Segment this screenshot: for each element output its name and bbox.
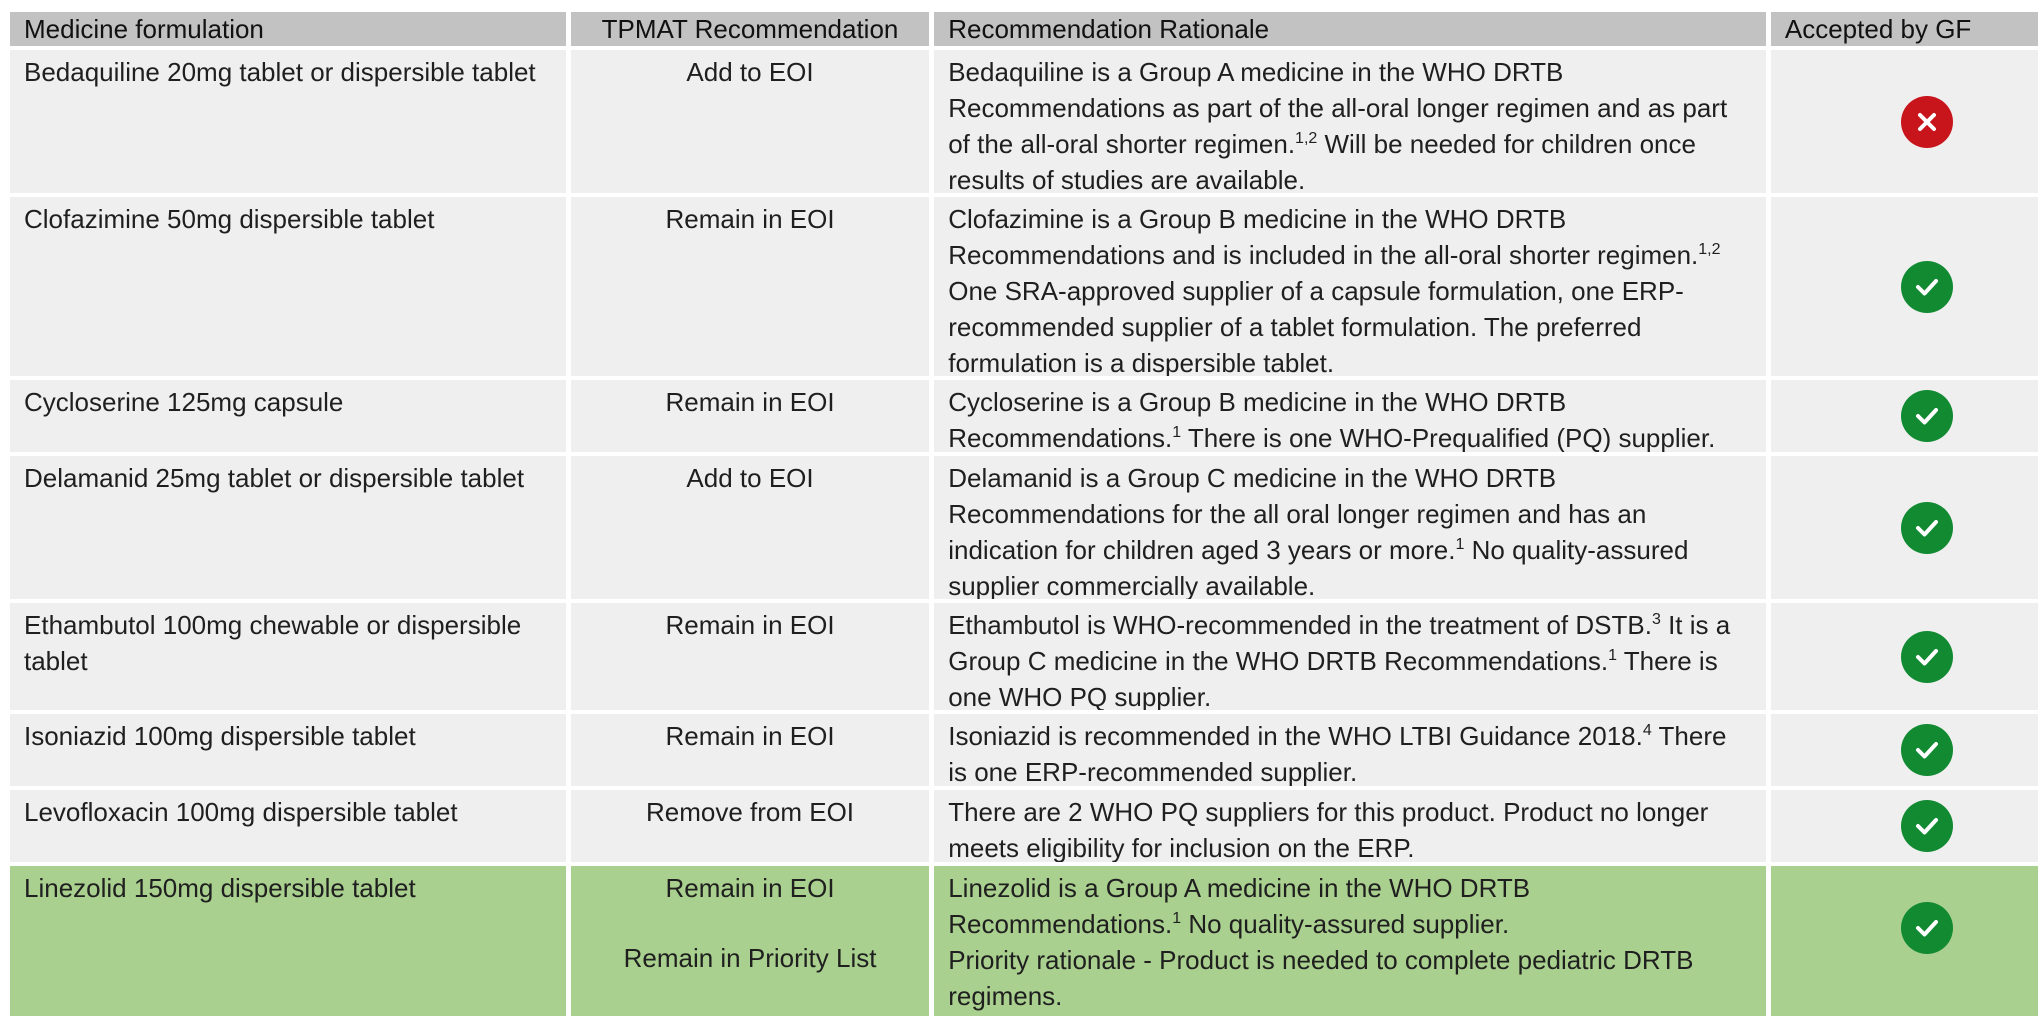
rationale-cell	[934, 197, 1766, 376]
table-row-highlighted	[10, 866, 2038, 1016]
rationale-cell	[934, 866, 1766, 1016]
recommendation-cell: Remove from EOI	[571, 790, 929, 862]
rationale-text: Cycloserine is a Group B medicine in the WHO DRTB Recommendations.	[948, 387, 1567, 452]
medicine-cell: Levofloxacin 100mg dispersible tablet	[10, 790, 566, 862]
header-medicine-formulation: Medicine formulation	[10, 12, 566, 46]
header-accepted-by-gf: Accepted by GF	[1771, 12, 2038, 46]
accepted-cell	[1771, 197, 2038, 376]
rationale-cell	[934, 50, 1766, 193]
recommendation-cell: Remain in EOI	[571, 380, 929, 452]
table-row	[10, 50, 2038, 193]
check-circle-icon	[1901, 631, 1953, 683]
rationale-text: Delamanid is a Group C medicine in the WHO DRTB Recommendations for the all oral longer regimen and has an indication for children aged 3 years or more.	[948, 463, 1647, 565]
table-row	[10, 197, 2038, 376]
footnote-ref: 3	[1651, 611, 1661, 628]
footnote-ref: 1	[1455, 536, 1465, 553]
recommendation-cell: Remain in EOI	[571, 714, 929, 786]
rationale-cell	[934, 714, 1766, 786]
medicine-table	[10, 12, 2038, 1020]
rationale-text: Will be needed for children once results of studies are available.	[948, 129, 1696, 193]
footnote-ref: 1,2	[1295, 130, 1318, 147]
rationale-cell	[934, 380, 1766, 452]
priority-rationale-text: Priority rationale - Product is needed to complete pediatric DRTB regimens.	[948, 945, 1694, 1011]
rationale-text: There is one WHO-Prequalified (PQ) supplier.	[1181, 423, 1716, 452]
accepted-cell	[1771, 866, 2038, 1016]
medicine-cell: Linezolid 150mg dispersible tablet	[10, 866, 566, 1016]
rationale-text: Bedaquiline is a Group A medicine in the WHO DRTB Recommendations as part of the all-oral longer regimen and as part of the all-oral shorter regimen.	[948, 57, 1728, 159]
table-row	[10, 603, 2038, 710]
table-row	[10, 790, 2038, 862]
x-circle-icon	[1901, 96, 1953, 148]
table-header	[10, 12, 2038, 46]
medicine-cell: Ethambutol 100mg chewable or dispersible tablet	[10, 603, 566, 710]
check-circle-icon	[1901, 902, 1953, 954]
check-circle-icon	[1901, 800, 1953, 852]
rationale-text: It is a Group C medicine in the WHO DRTB Recommendations.	[948, 610, 1731, 676]
accepted-cell	[1771, 790, 2038, 862]
accepted-cell	[1771, 714, 2038, 786]
recommendation-text: Remain in EOI	[665, 873, 835, 903]
check-circle-icon	[1901, 390, 1953, 442]
medicine-cell: Cycloserine 125mg capsule	[10, 380, 566, 452]
recommendation-cell: Add to EOI	[571, 50, 929, 193]
rationale-text: Linezolid is a Group A medicine in the WHO DRTB Recommendations.	[948, 873, 1531, 939]
rationale-text: Ethambutol is WHO-recommended in the treatment of DSTB.	[948, 610, 1652, 640]
rationale-text: Isoniazid is recommended in the WHO LTBI Guidance 2018.	[948, 721, 1643, 751]
accepted-cell	[1771, 456, 2038, 599]
table-row	[10, 380, 2038, 452]
recommendation-cell: Remain in EOI	[571, 197, 929, 376]
header-tpmat-recommendation: TPMAT Recommendation	[571, 12, 929, 46]
rationale-text: There are 2 WHO PQ suppliers for this product. Product no longer meets eligibility for inclusion on the ERP.	[948, 797, 1709, 862]
footnote-ref: 1	[1172, 424, 1182, 441]
accepted-cell	[1771, 50, 2038, 193]
check-circle-icon	[1901, 261, 1953, 313]
rationale-cell	[934, 790, 1766, 862]
table-row	[10, 714, 2038, 786]
footnote-ref: 1	[1608, 647, 1618, 664]
rationale-text: There is one WHO PQ supplier.	[948, 646, 1718, 710]
medicine-cell: Clofazimine 50mg dispersible tablet	[10, 197, 566, 376]
recommendation-cell: Remain in EOI	[571, 603, 929, 710]
recommendation-cell: Add to EOI	[571, 456, 929, 599]
rationale-cell	[934, 603, 1766, 710]
medicine-cell: Bedaquiline 20mg tablet or dispersible tablet	[10, 50, 566, 193]
check-circle-icon	[1901, 502, 1953, 554]
recommendation-cell	[571, 866, 929, 1016]
rationale-text: No quality-assured supplier.	[1181, 909, 1510, 939]
header-recommendation-rationale: Recommendation Rationale	[934, 12, 1766, 46]
priority-recommendation-text: Remain in Priority List	[623, 943, 877, 973]
rationale-text: No quality-assured supplier commercially available.	[948, 535, 1689, 599]
medicine-cell: Delamanid 25mg tablet or dispersible tablet	[10, 456, 566, 599]
rationale-text: There is one ERP-recommended supplier.	[948, 721, 1727, 786]
check-circle-icon	[1901, 724, 1953, 776]
footnote-ref: 4	[1642, 722, 1652, 739]
medicine-cell: Isoniazid 100mg dispersible tablet	[10, 714, 566, 786]
rationale-text: One SRA-approved supplier of a capsule formulation, one ERP-recommended supplier of a tablet formulation. The preferred formulation is a dispersible tablet.	[948, 276, 1684, 376]
table-row	[10, 456, 2038, 599]
rationale-cell	[934, 456, 1766, 599]
rationale-text: Clofazimine is a Group B medicine in the WHO DRTB Recommendations and is included in the all-oral shorter regimen.	[948, 204, 1699, 270]
accepted-cell	[1771, 603, 2038, 710]
footnote-ref: 1,2	[1698, 241, 1721, 258]
footnote-ref: 1	[1172, 910, 1182, 927]
accepted-cell	[1771, 380, 2038, 452]
